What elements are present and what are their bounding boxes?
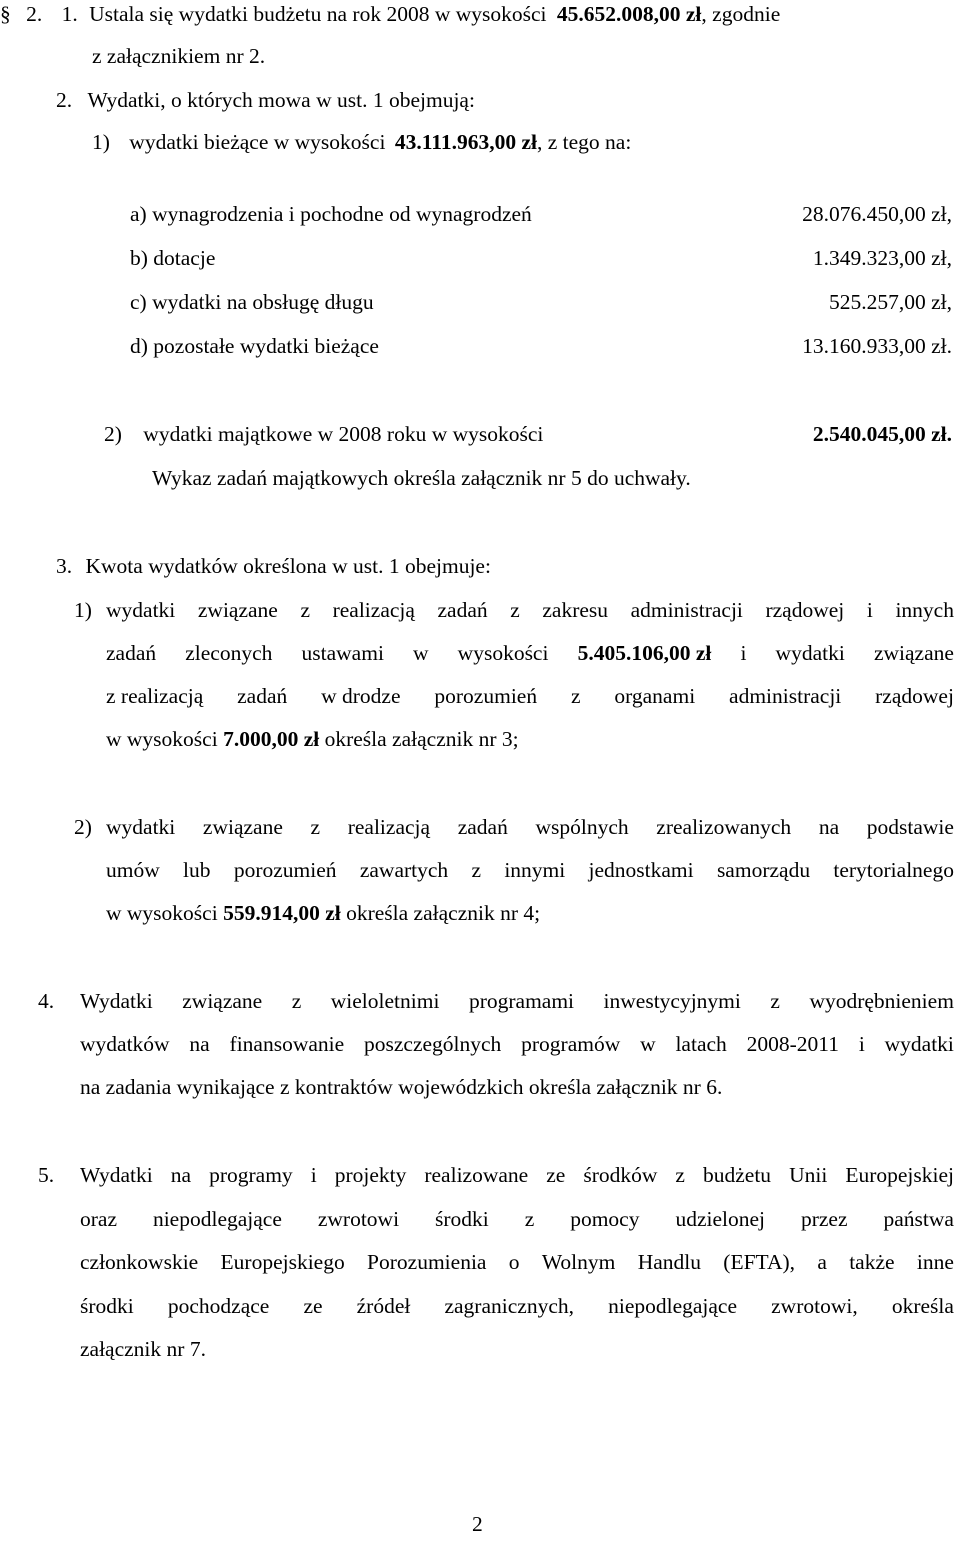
amount: 5.405.106,00 zł [577, 641, 712, 665]
word: zadań [237, 684, 288, 708]
sub-item-d-value: 13.160.933,00 zł. [802, 334, 952, 358]
word: terytorialnego [833, 858, 954, 882]
sub-item-a-label: a) wynagrodzenia i pochodne od wynagrodzeń [130, 202, 532, 226]
amount: 43.111.963,00 zł [394, 130, 537, 154]
word: Wydatki [80, 1163, 153, 1187]
item-3-1-line-4 [106, 729, 519, 751]
sub-item-b-value: 1.349.323,00 zł, [812, 246, 952, 270]
word: samorządu [716, 858, 811, 882]
word: finansowanie [229, 1032, 345, 1056]
word: wspólnych [535, 815, 629, 839]
item-3-1-line-2 [106, 643, 954, 665]
item-2-2-1 [92, 132, 631, 154]
word: z [524, 1207, 535, 1231]
word: zadań [457, 815, 508, 839]
word: na [189, 1032, 210, 1056]
sub-item-b-label: b) dotacje [130, 246, 216, 270]
text: w wysokości [106, 901, 224, 925]
word: Unii [789, 1163, 828, 1187]
word: administracji [729, 684, 842, 708]
word: wydatki [106, 815, 176, 839]
word: z [310, 815, 321, 839]
text: wydatki bieżące w wysokości [129, 130, 386, 154]
word: innymi [504, 858, 566, 882]
section-marker: § [0, 2, 11, 26]
word: ustawami [301, 641, 384, 665]
item-3-2-line-1 [106, 817, 954, 839]
word: w [413, 641, 429, 665]
section-number: 2. [26, 2, 43, 26]
paragraph-2-4-line-3: na zadania wynikające z kontraktów wojewódzkich określa załącznik nr 6. [80, 1075, 723, 1099]
text: Wydatki, o których mowa w ust. 1 obejmują: [87, 88, 475, 112]
paragraph-2-1-line-2: z załącznikiem nr 2. [92, 44, 266, 68]
word: określa [891, 1294, 954, 1318]
word: zadań [437, 598, 488, 622]
word: wydatków [80, 1032, 170, 1056]
word: lub [183, 858, 211, 882]
paragraph-2-3 [56, 556, 491, 578]
text: , zgodnie [701, 2, 781, 26]
amount: 45.652.008,00 zł [556, 2, 702, 26]
word: z [675, 1163, 685, 1187]
paragraph-2-4-number: 4. [38, 989, 55, 1013]
word: środki [80, 1294, 134, 1318]
word: poszczególnych [364, 1032, 502, 1056]
word: Handlu [637, 1250, 701, 1274]
text: , z tego na: [536, 130, 632, 154]
word: pochodzące [167, 1294, 270, 1318]
point-number: 2. [56, 88, 73, 112]
word: przez [800, 1207, 848, 1231]
word: ze [546, 1163, 566, 1187]
word: organami [614, 684, 696, 708]
word: zakresu [542, 598, 609, 622]
page-number: 2 [472, 1512, 483, 1536]
item-3-1-number: 1) [74, 598, 92, 622]
word: z [770, 989, 780, 1013]
sub-item-c-value: 525.257,00 zł, [828, 290, 952, 314]
text: w wysokości [106, 727, 224, 751]
word: realizowane [424, 1163, 529, 1187]
word: i [740, 641, 747, 665]
word: i [310, 1163, 317, 1187]
word: programy [209, 1163, 293, 1187]
word: Europejskiej [845, 1163, 954, 1187]
word: pomocy [570, 1207, 640, 1231]
word: ze [303, 1294, 323, 1318]
word: związane [182, 989, 263, 1013]
word: źródeł [356, 1294, 411, 1318]
word: porozumień [233, 858, 337, 882]
word: innych [895, 598, 954, 622]
word: wydatki [884, 1032, 954, 1056]
word: w [640, 1032, 656, 1056]
word: wyodrębnieniem [809, 989, 954, 1013]
word: wysokości [457, 641, 549, 665]
paragraph-2-5-line-2 [80, 1209, 954, 1231]
word: rządowej [875, 684, 954, 708]
amount: 7.000,00 zł [223, 727, 320, 751]
item-2-2-2 [104, 424, 543, 446]
word: programami [468, 989, 575, 1013]
paragraph-2-5-line-4 [80, 1296, 954, 1318]
word: udzielonej [675, 1207, 765, 1231]
word: i [858, 1032, 865, 1056]
paragraph-2-1-line-1 [0, 4, 780, 26]
word: zrealizowanych [656, 815, 792, 839]
paragraph-2-5-line-5: załącznik nr 7. [80, 1337, 206, 1361]
sub-item-c-label: c) wydatki na obsługę długu [130, 290, 374, 314]
word: niepodlegające [608, 1294, 738, 1318]
word: Porozumienia [367, 1250, 487, 1274]
word: związane [202, 815, 283, 839]
word: realizacją [347, 815, 431, 839]
text: Ustala się wydatki budżetu na rok 2008 w wysokości [89, 2, 547, 26]
amount: 559.914,00 zł [223, 901, 341, 925]
word: środków [583, 1163, 658, 1187]
word: wydatki [775, 641, 845, 665]
text: określa załącznik nr 3; [319, 727, 519, 751]
paragraph-2-4-line-1 [80, 991, 954, 1013]
paragraph-2-5-number: 5. [38, 1163, 55, 1187]
word: rządowej [765, 598, 845, 622]
word: z realizacją [106, 684, 204, 708]
item-2-2-2-amount: 2.540.045,00 zł. [812, 422, 952, 446]
word: z [570, 684, 581, 708]
word: wydatki [106, 598, 176, 622]
word: Wolnym [541, 1250, 616, 1274]
word: z [471, 858, 482, 882]
word: umów [106, 858, 160, 882]
word: realizacją [332, 598, 415, 622]
item-number: 2) [104, 422, 122, 446]
word: państwa [883, 1207, 954, 1231]
sub-item-d-label: d) pozostałe wydatki bieżące [130, 334, 379, 358]
item-3-1-line-3 [106, 686, 954, 708]
paragraph-2-5-line-1 [80, 1165, 954, 1187]
text: określa załącznik nr 4; [340, 901, 541, 925]
word: oraz [80, 1207, 117, 1231]
word: projekty [334, 1163, 407, 1187]
point-number: 1. [61, 2, 78, 26]
word: (EFTA), [723, 1250, 796, 1274]
word: środki [435, 1207, 489, 1231]
word: Europejskiego [220, 1250, 345, 1274]
word: niepodlegające [152, 1207, 282, 1231]
item-number: 1) [92, 130, 110, 154]
word: zwrotowi, [771, 1294, 858, 1318]
word: programów [521, 1032, 621, 1056]
word: także [849, 1250, 895, 1274]
word: i [866, 598, 873, 622]
item-3-1-line-1 [106, 600, 954, 622]
item-3-2-line-3 [106, 903, 540, 925]
word: o [508, 1250, 520, 1274]
word: zleconych [185, 641, 273, 665]
paragraph-2-2 [56, 90, 475, 112]
text: Kwota wydatków określona w ust. 1 obejmuje: [85, 554, 491, 578]
word: zadań [106, 641, 157, 665]
item-2-2-2-note: Wykaz zadań majątkowych określa załącznik nr 5 do uchwały. [152, 466, 691, 490]
word: zwrotowi [317, 1207, 400, 1231]
point-number: 3. [56, 554, 73, 578]
word: zagranicznych, [444, 1294, 574, 1318]
item-3-2-number: 2) [74, 815, 92, 839]
word: z [300, 598, 310, 622]
paragraph-2-5-line-3 [80, 1252, 954, 1274]
word: na [170, 1163, 192, 1187]
word: budżetu [702, 1163, 772, 1187]
word: członkowskie [80, 1250, 199, 1274]
word: związane [873, 641, 954, 665]
word: podstawie [866, 815, 954, 839]
word: zawartych [359, 858, 449, 882]
word: z [510, 598, 520, 622]
word: porozumień [434, 684, 538, 708]
word: 2008-2011 [746, 1032, 839, 1056]
word: Wydatki [80, 989, 153, 1013]
text: wydatki majątkowe w 2008 roku w wysokości [143, 422, 544, 446]
word: latach [675, 1032, 727, 1056]
word: wieloletnimi [330, 989, 440, 1013]
word: jednostkami [588, 858, 694, 882]
paragraph-2-4-line-2 [80, 1034, 954, 1056]
word: administracji [630, 598, 743, 622]
item-3-2-line-2 [106, 860, 954, 882]
word: na [818, 815, 840, 839]
word: w drodze [321, 684, 401, 708]
sub-item-a-value: 28.076.450,00 zł, [802, 202, 952, 226]
word: inne [916, 1250, 954, 1274]
word: z [291, 989, 302, 1013]
word: inwestycyjnymi [603, 989, 741, 1013]
word: a [817, 1250, 827, 1274]
word: związane [197, 598, 278, 622]
